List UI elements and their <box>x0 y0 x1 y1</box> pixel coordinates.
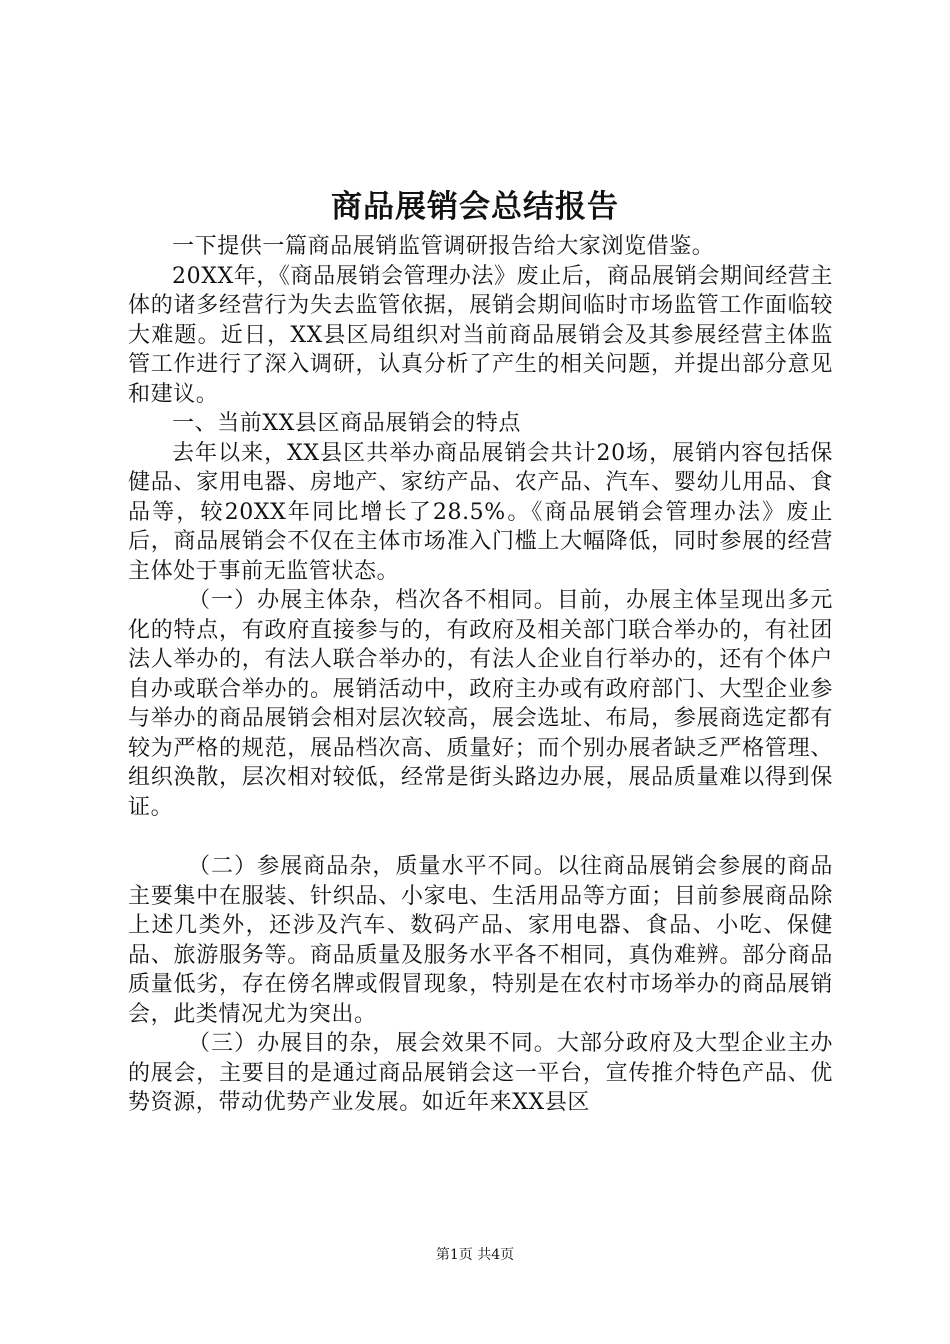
point-one-paragraph: （一）办展主体杂，档次各不相同。目前，办展主体呈现出多元化的特点，有政府直接参与的，有政府及相关部门联合举办的，有社团法人举办的，有法人联合举办的，有法人企业自行举办的，还有个体户自办或联合举办的。展销活动中，政府主办或有政府部门、大型企业参与举办的商品展销会相对层次较高，展会选址、布局，参展商选定都有较为严格的规范，展品档次高、质量好；而个别办展者缺乏严格管理、组织涣散，层次相对较低，经常是街头路边办展，展品质量难以得到保证。 <box>128 588 833 820</box>
document-body <box>128 232 833 1118</box>
page-number-footer: 第1页 共4页 <box>435 1247 515 1263</box>
overview-paragraph: 去年以来，XX县区共举办商品展销会共计20场，展销内容包括保健品、家用电器、房地产、家纺产品、农产品、汽车、婴幼儿用品、食品等，较20XX年同比增长了28.5%。《商品展销会管理办法》废止后，商品展销会不仅在主体市场准入门槛上大幅降低，同时参展的经营主体处于事前无监管状态。 <box>128 440 833 584</box>
point-three-paragraph: （三）办展目的杂，展会效果不同。大部分政府及大型企业主办的展会，主要目的是通过商品展销会这一平台，宣传推介特色产品、优势资源，带动优势产业发展。如近年来XX县区 <box>128 1031 833 1115</box>
document-title: 商品展销会总结报告 <box>331 189 619 225</box>
background-paragraph: 20XX年，《商品展销会管理办法》废止后，商品展销会期间经营主体的诸多经营行为失去监管依据，展销会期间临时市场监管工作面临较大难题。近日，XX县区局组织对当前商品展销会及其参展经营主体监管工作进行了深入调研，认真分析了产生的相关问题，并提出部分意见和建议。 <box>128 263 833 407</box>
intro-paragraph: 一下提供一篇商品展销监管调研报告给大家浏览借鉴。 <box>172 234 715 259</box>
point-two-paragraph: （二）参展商品杂，质量水平不同。以往商品展销会参展的商品主要集中在服装、针织品、小家电、生活用品等方面；目前参展商品除上述几类外，还涉及汽车、数码产品、家用电器、食品、小吃、保健品、旅游服务等。商品质量及服务水平各不相同，真伪难辨。部分商品质量低劣，存在傍名牌或假冒现象，特别是在农村市场举办的商品展销会，此类情况尤为突出。 <box>128 854 833 1027</box>
paragraph-spacer <box>128 822 833 852</box>
section-heading: 一、当前XX县区商品展销会的特点 <box>172 411 521 436</box>
